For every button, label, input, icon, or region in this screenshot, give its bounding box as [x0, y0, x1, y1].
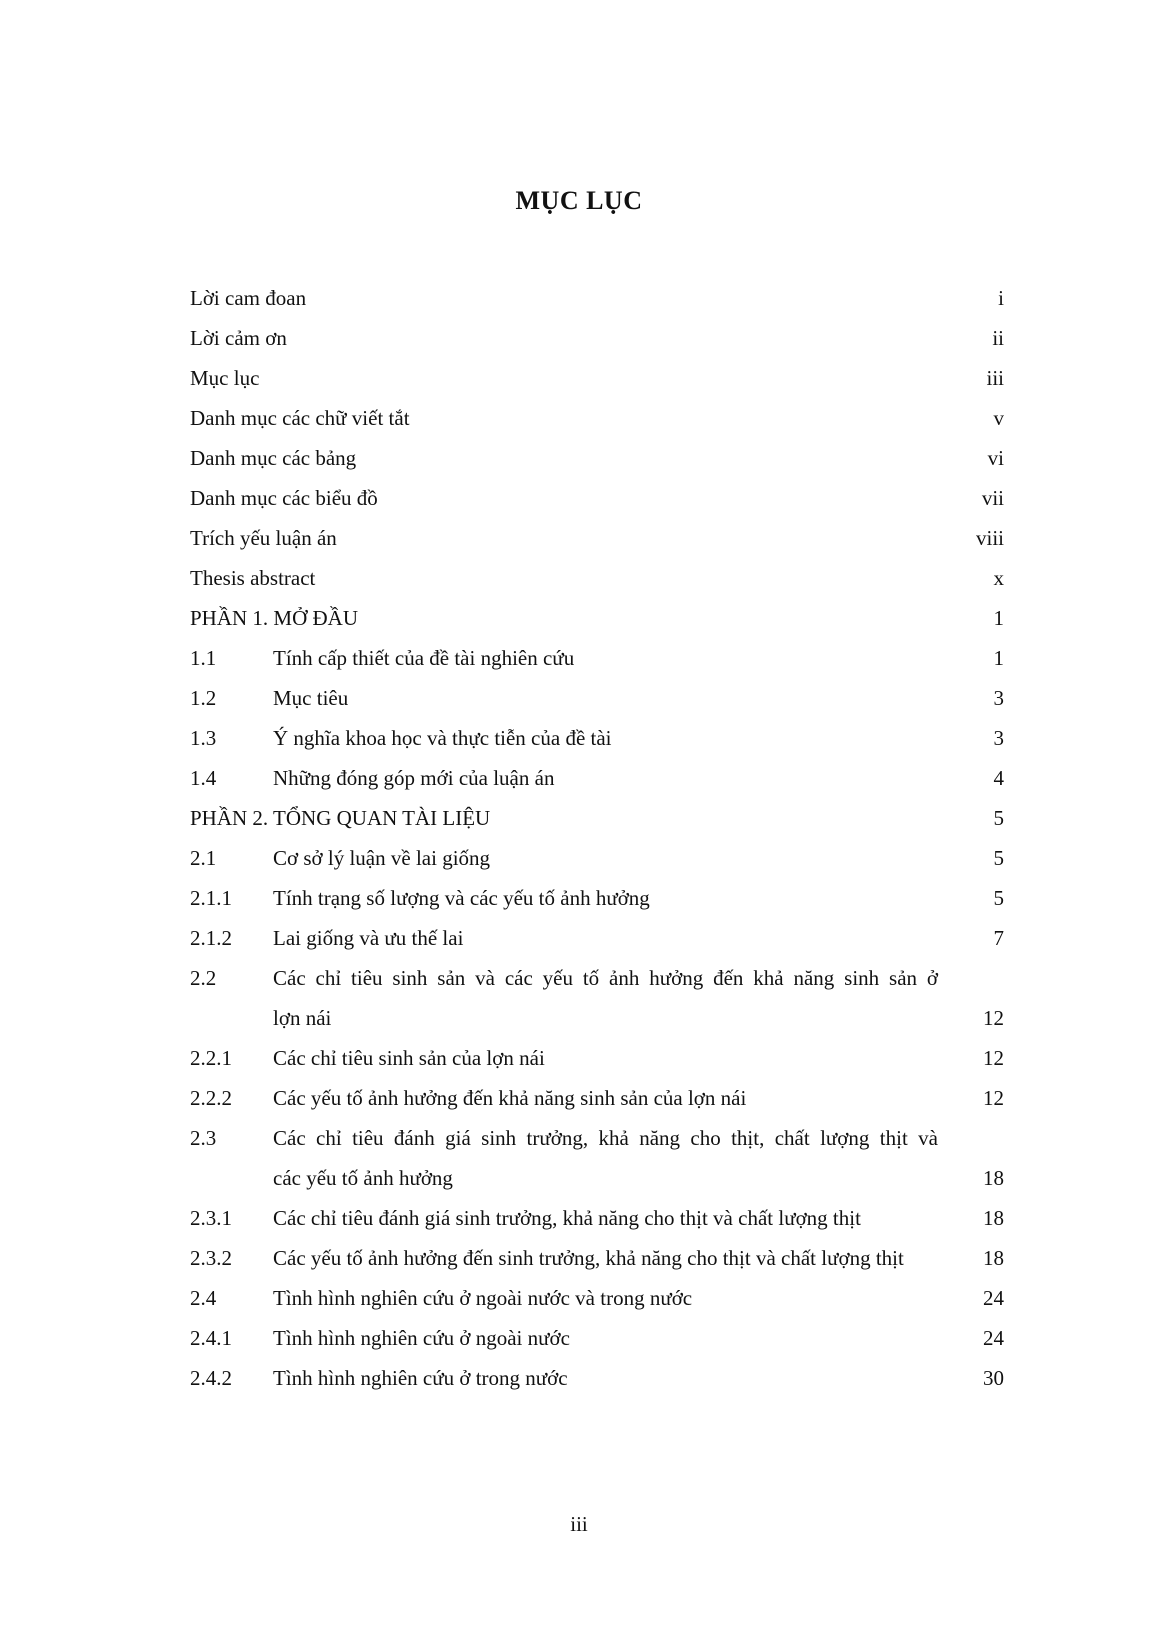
toc-entry-line2	[190, 1158, 1004, 1198]
toc-entry-label: Lời cảm ơn	[190, 326, 287, 350]
toc-entry	[190, 318, 1004, 358]
toc-entry	[190, 398, 1004, 438]
toc-entry-page: 5	[993, 886, 1004, 910]
toc-entry	[190, 1318, 1004, 1358]
toc-entry-page: viii	[975, 526, 1004, 550]
toc-entry-label: PHẦN 1. MỞ ĐẦU	[190, 606, 359, 630]
toc-entry-page: 1	[993, 606, 1004, 630]
toc-entry-label: Tình hình nghiên cứu ở ngoài nước và trong nước	[273, 1286, 693, 1310]
toc-entry-page: 24	[983, 1286, 1004, 1310]
toc-entry	[190, 718, 1004, 758]
toc-entry-page: 5	[993, 846, 1004, 870]
toc-entry-label: Tình hình nghiên cứu ở trong nước	[273, 1366, 568, 1390]
toc-entry-number: 2.2.1	[190, 1046, 232, 1070]
toc-entry-number: 2.4.1	[190, 1326, 232, 1350]
toc-entry-label: Các chỉ tiêu sinh sản của lợn nái	[273, 1046, 545, 1070]
toc-entry	[190, 478, 1004, 518]
toc-entry-page: 30	[983, 1366, 1004, 1390]
toc-entry-label: Lời cam đoan	[190, 286, 307, 310]
toc-entry-number: 2.4.2	[190, 1366, 232, 1390]
toc-entry	[190, 278, 1004, 318]
toc-entry	[190, 918, 1004, 958]
toc-entry	[190, 758, 1004, 798]
toc-entry-number: 2.2.2	[190, 1086, 232, 1110]
toc-entry-label-continued: lợn nái	[273, 1006, 332, 1030]
toc-entry-label: Lai giống và ưu thế lai	[273, 926, 464, 950]
toc-entry	[190, 1078, 1004, 1118]
toc-entry	[190, 838, 1004, 878]
toc-entry-page: 24	[983, 1326, 1004, 1350]
toc-entry-number: 1.3	[190, 726, 217, 750]
toc-entry	[190, 558, 1004, 598]
toc-entry-label: Các chỉ tiêu đánh giá sinh trưởng, khả năng cho thịt và chất lượng thịt	[273, 1206, 861, 1230]
toc-entry	[190, 1198, 1004, 1238]
toc-entry-page: i	[998, 286, 1004, 310]
toc-entry-number: 2.4	[190, 1286, 217, 1310]
toc-entry-page: 18	[983, 1246, 1004, 1270]
toc-entry-number: 2.3.1	[190, 1206, 232, 1230]
toc-entry-number: 2.2	[190, 966, 217, 990]
toc-entry-page: 12	[983, 1086, 1004, 1110]
toc-entry-label: Danh mục các biểu đồ	[190, 486, 378, 510]
toc-entry-page: iii	[986, 366, 1004, 390]
toc-entry-page: v	[993, 406, 1004, 430]
toc-entry-page: ii	[992, 326, 1004, 350]
toc-entry-number: 2.1.2	[190, 926, 232, 950]
toc-entry-page: 3	[993, 686, 1004, 710]
toc-entry	[190, 518, 1004, 558]
toc-entry-number: 1.4	[190, 766, 217, 790]
toc-entry	[190, 438, 1004, 478]
toc-entry-page: 18	[983, 1206, 1004, 1230]
toc-entry-page: 3	[993, 726, 1004, 750]
toc-entry	[190, 1278, 1004, 1318]
toc-entry-page: 5	[993, 806, 1004, 830]
toc-entry-label: Các yếu tố ảnh hưởng đến khả năng sinh sản của lợn nái	[273, 1086, 747, 1110]
toc-entry-page: vii	[981, 486, 1004, 510]
toc-entry-label: Danh mục các bảng	[190, 446, 357, 470]
toc-entry-number: 2.1	[190, 846, 217, 870]
toc-entry-label: Danh mục các chữ viết tắt	[190, 406, 410, 430]
toc-entry-label: Tính trạng số lượng và các yếu tố ảnh hưởng	[273, 886, 650, 910]
toc-entry-number: 2.1.1	[190, 886, 232, 910]
toc-entry-page: 7	[993, 926, 1004, 950]
toc-entry-number: 1.2	[190, 686, 217, 710]
toc-entry-label: Cơ sở lý luận về lai giống	[273, 846, 491, 870]
toc-entry-line1	[190, 958, 1004, 998]
toc-entry-page: 4	[993, 766, 1004, 790]
toc-entry-label: Trích yếu luận án	[190, 526, 337, 550]
toc-entry-number: 2.3.2	[190, 1246, 232, 1270]
toc-entry-label: PHẦN 2. TỔNG QUAN TÀI LIỆU	[190, 806, 491, 830]
toc-entry-page: 1	[993, 646, 1004, 670]
toc-entry-label: Ý nghĩa khoa học và thực tiễn của đề tài	[273, 726, 612, 750]
toc-entry	[190, 638, 1004, 678]
toc-entry-page: x	[993, 566, 1004, 590]
toc-entry	[190, 678, 1004, 718]
toc-entry-label-continued: các yếu tố ảnh hưởng	[273, 1166, 453, 1190]
toc-entry-page: 18	[983, 1166, 1004, 1190]
toc-entry-label: Tình hình nghiên cứu ở ngoài nước	[273, 1326, 570, 1350]
toc-entry-label: Thesis abstract	[190, 566, 316, 590]
toc-entry-line2	[190, 998, 1004, 1038]
toc-entry	[190, 1038, 1004, 1078]
toc-entry-label: Mục lục	[190, 366, 260, 390]
toc-entry-page: vi	[987, 446, 1004, 470]
toc-entry	[190, 878, 1004, 918]
toc-entry-label: Tính cấp thiết của đề tài nghiên cứu	[273, 646, 575, 670]
toc-entry-part	[190, 798, 1004, 838]
toc-entry-part	[190, 598, 1004, 638]
toc-entry-label: Các chỉ tiêu đánh giá sinh trưởng, khả năng cho thịt, chất lượng thịt và	[273, 1126, 938, 1150]
page-title: MỤC LỤC	[515, 186, 643, 215]
toc-entry-label: Những đóng góp mới của luận án	[273, 766, 555, 790]
page-number-footer: iii	[570, 1512, 588, 1536]
toc-entry-label: Các chỉ tiêu sinh sản và các yếu tố ảnh hưởng đến khả năng sinh sản ở	[273, 966, 938, 990]
toc-entry-page: 12	[983, 1006, 1004, 1030]
toc-entry-number: 2.3	[190, 1126, 217, 1150]
toc-entry-number: 1.1	[190, 646, 217, 670]
toc-entry	[190, 358, 1004, 398]
toc-entry-label: Mục tiêu	[273, 686, 349, 710]
table-of-contents	[190, 278, 1004, 1398]
toc-entry-label: Các yếu tố ảnh hưởng đến sinh trưởng, khả năng cho thịt và chất lượng thịt	[273, 1246, 904, 1270]
toc-entry-page: 12	[983, 1046, 1004, 1070]
toc-entry	[190, 1238, 1004, 1278]
toc-entry-line1	[190, 1118, 1004, 1158]
toc-entry	[190, 1358, 1004, 1398]
